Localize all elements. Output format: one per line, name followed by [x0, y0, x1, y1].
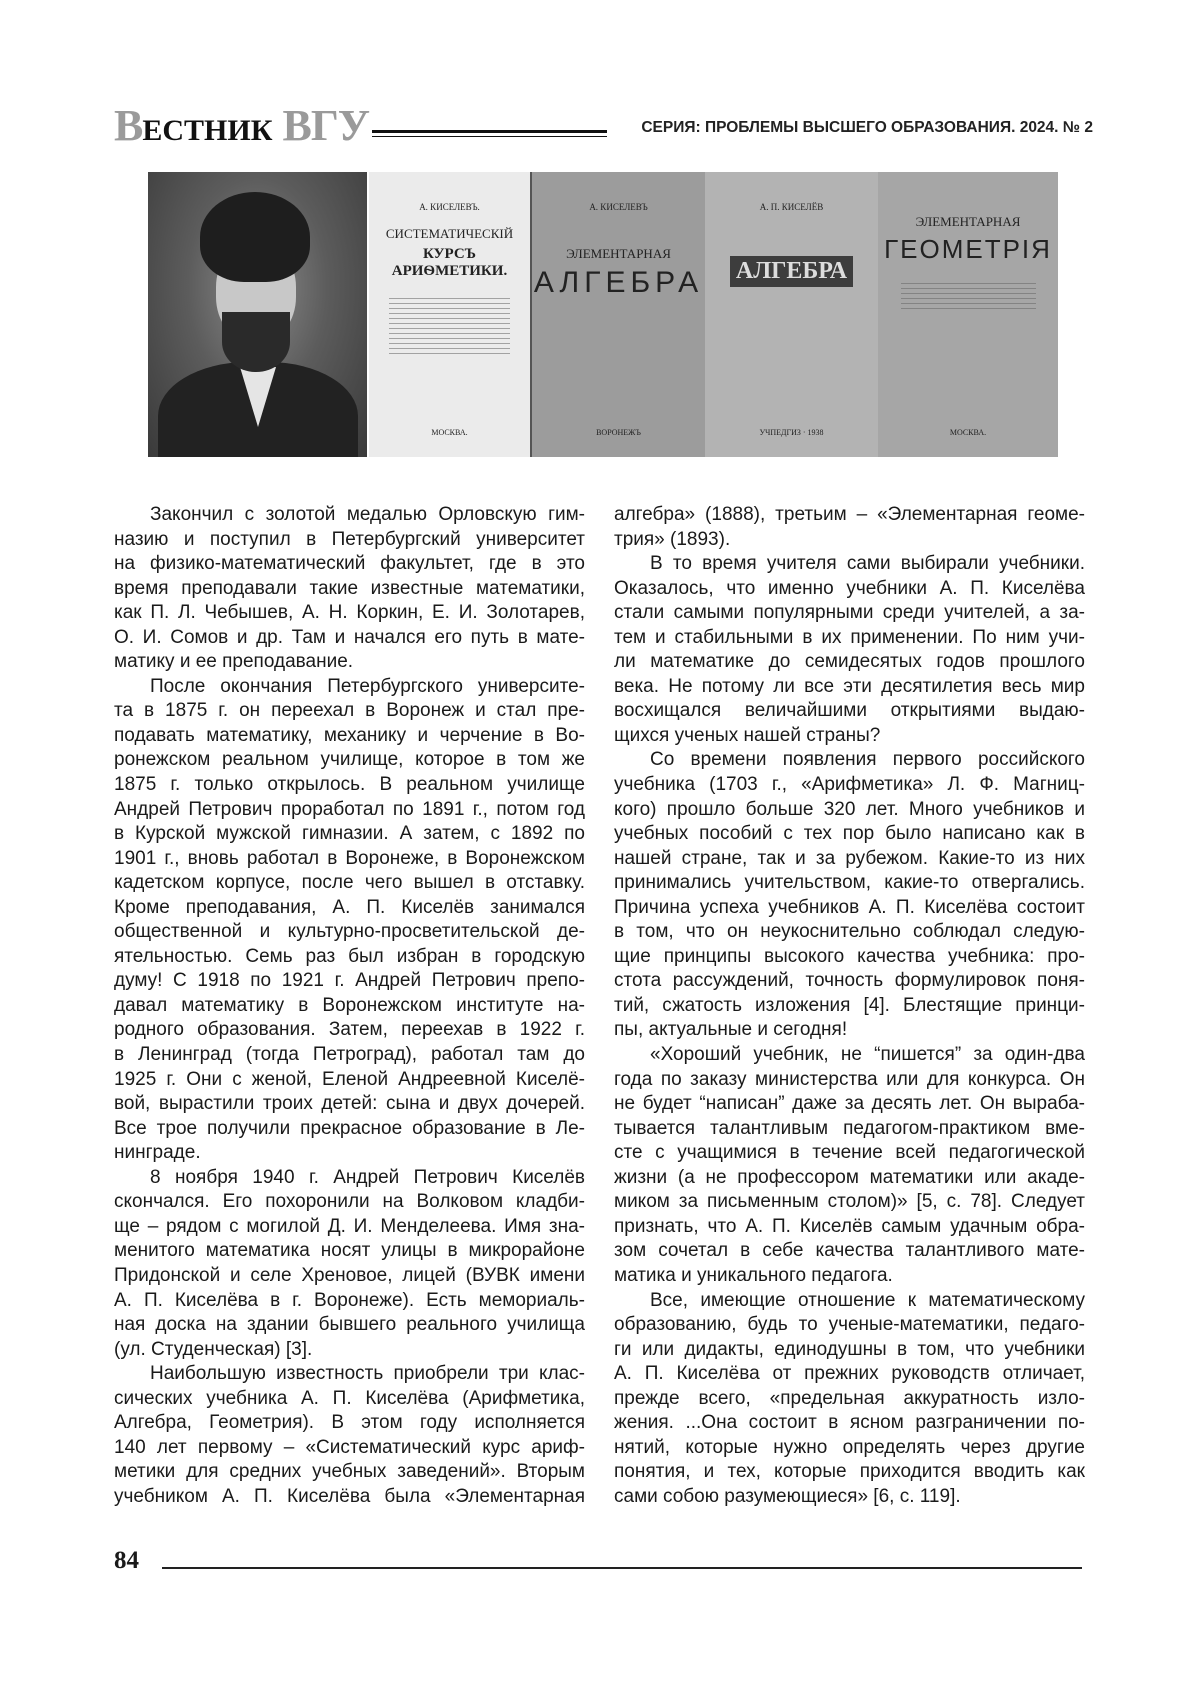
footer-rule — [162, 1567, 1082, 1569]
text-line: «Хороший учебник, не “пишется” за один-два — [614, 1043, 1085, 1068]
text-line: ная доска на здании бывшего реального училища — [114, 1313, 585, 1338]
text-line: Со времени появления первого российского — [614, 748, 1085, 773]
text-line: А. П. Киселёва в г. Воронеже). Есть мемориаль- — [114, 1289, 585, 1314]
text-line: учебником А. П. Киселёва была «Элементарная — [114, 1485, 585, 1510]
text-line: давал математику в Воронежском институте на- — [114, 994, 585, 1019]
text-line: ятельностью. Семь раз был избран в городскую — [114, 945, 585, 970]
text-line: алгебра» (1888), третьим – «Элементарная геоме- — [614, 503, 1085, 528]
text-line: родного образования. Затем, переехав в 1922 г. — [114, 1018, 585, 1043]
text-line: ронежском реальном училище, которое в том же — [114, 748, 585, 773]
text-line: трия» (1893). — [614, 528, 1085, 553]
text-line: жения. ...Она состоит в ясном разграничении по- — [614, 1411, 1085, 1436]
text-line: 1875 г. только открылось. В реальном училище — [114, 773, 585, 798]
text-line: ще – рядом с могилой Д. И. Менделеева. Имя зна- — [114, 1215, 585, 1240]
paragraph — [614, 503, 1085, 552]
text-line: Все трое получили прекрасное образование в Ле- — [114, 1117, 585, 1142]
text-line: Причина успеха учебников А. П. Киселёва состоит — [614, 896, 1085, 921]
text-line: века. Не потому ли все эти десятилетия весь мир — [614, 675, 1085, 700]
paragraph — [114, 675, 585, 1166]
text-line: время преподавали такие известные математики, — [114, 577, 585, 602]
text-line: учебника (1703 г., «Арифметика» Л. Ф. Магниц- — [614, 773, 1085, 798]
text-line: сических учебника А. П. Киселёва (Арифметика, — [114, 1387, 585, 1412]
text-line: учебных пособий с тех пор было написано как в — [614, 822, 1085, 847]
text-line: сами собою разумеющиеся» [6, с. 119]. — [614, 1485, 1085, 1510]
text-column-left — [114, 503, 585, 1509]
paragraph — [114, 1166, 585, 1362]
text-line: понятия, и тех, которые приходится вводить как — [614, 1460, 1085, 1485]
text-line: щие принципы высокого качества учебника: про- — [614, 945, 1085, 970]
text-line: 140 лет первому – «Систематический курс ариф- — [114, 1436, 585, 1461]
text-line: Андрей Петрович проработал по 1891 г., потом год — [114, 798, 585, 823]
text-line: думу! С 1918 по 1921 г. Андрей Петрович препо- — [114, 969, 585, 994]
text-line: стота рассуждений, точность формулировок поня- — [614, 969, 1085, 994]
text-line: 8 ноября 1940 г. Андрей Петрович Киселёв — [114, 1166, 585, 1191]
text-line: нятий, которые нужно определять через другие — [614, 1436, 1085, 1461]
text-line: вой, вырастили троих детей: сына и двух дочерей. — [114, 1092, 585, 1117]
text-line: тий, сжатость изложения [4]. Блестящие принци- — [614, 994, 1085, 1019]
text-line: Все, имеющие отношение к математическому — [614, 1289, 1085, 1314]
header-rule-thick — [372, 130, 607, 133]
text-line: нашей стране, так и за рубежом. Какие-то из них — [614, 847, 1085, 872]
text-line: Алгебра, Геометрия). В этом году исполняется — [114, 1411, 585, 1436]
text-line: общественной и культурно-просветительской де- — [114, 920, 585, 945]
text-line: восхищался величайшими открытиями выдаю- — [614, 699, 1085, 724]
journal-logo: ВЕСТНИК ВГУ — [114, 100, 369, 142]
text-line: в Курской мужской гимназии. А затем, с 1892 по — [114, 822, 585, 847]
text-line: не будет “написан” даже за десять лет. Он выраба- — [614, 1092, 1085, 1117]
text-line: года по заказу министерства или для конкурса. Он — [614, 1068, 1085, 1093]
series-title: СЕРИЯ: ПРОБЛЕМЫ ВЫСШЕГО ОБРАЗОВАНИЯ. 2024. № 2 — [641, 119, 1093, 137]
text-line: на физико-математический факультет, где в это — [114, 552, 585, 577]
text-line: Придонской и селе Хреновое, лицей (ВУВК имени — [114, 1264, 585, 1289]
page-number: 84 — [114, 1547, 139, 1575]
book-cover-algebra: А. КИСЕЛЕВЪ ЭЛЕМЕНТАРНАЯ АЛГЕБРА ВОРОНЕЖЪ — [530, 172, 705, 457]
text-line: пы, актуальные и сегодня! — [614, 1018, 1085, 1043]
text-line: (ул. Студенческая) [3]. — [114, 1338, 585, 1363]
text-line: миком за письменным столом)» [5, с. 78]. Следует — [614, 1190, 1085, 1215]
text-line: та в 1875 г. он переехал в Воронеж и стал пре- — [114, 699, 585, 724]
paragraph — [614, 552, 1085, 748]
text-line: менитого математика носят улицы в микрорайоне — [114, 1239, 585, 1264]
text-line: ли математике до семидесятых годов прошлого — [614, 650, 1085, 675]
text-line: О. И. Сомов и др. Там и начался его путь в мате- — [114, 626, 585, 651]
paragraph — [114, 503, 585, 675]
text-line: в том, что он неукоснительно соблюдал следую- — [614, 920, 1085, 945]
text-line: зом сочетал в себе качества талантливого мате- — [614, 1239, 1085, 1264]
text-line: тем и стабильными в их применении. По ним учи- — [614, 626, 1085, 651]
text-line: Закончил с золотой медалью Орловскую гим- — [114, 503, 585, 528]
paragraph — [614, 1043, 1085, 1288]
text-line: стали самыми популярными среди учителей, а за- — [614, 601, 1085, 626]
text-line: В то время учителя сами выбирали учебники. — [614, 552, 1085, 577]
text-line: как П. Л. Чебышев, А. Н. Коркин, Е. И. Золотарев, — [114, 601, 585, 626]
book-cover-algebra-uchpedgiz: А. П. КИСЕЛЁВ АЛГЕБРА УЧПЕДГИЗ · 1938 — [705, 172, 878, 457]
text-line: в Ленинград (тогда Петроград), работал там до — [114, 1043, 585, 1068]
text-line: После окончания Петербургского университе- — [114, 675, 585, 700]
text-line: матика и уникального педагога. — [614, 1264, 1085, 1289]
text-line: 1901 г., вновь работал в Воронеже, в Воронежском — [114, 847, 585, 872]
book-cover-geometry: ЭЛЕМЕНТАРНАЯ ГЕОМЕТРІЯ МОСКВА. — [878, 172, 1058, 457]
text-line: нинграде. — [114, 1141, 585, 1166]
text-line: образованию, будь то ученые-математики, педаго- — [614, 1313, 1085, 1338]
text-line: скончался. Его похоронили на Волковом кладби- — [114, 1190, 585, 1215]
text-line: назию и поступил в Петербургский университет — [114, 528, 585, 553]
paragraph — [614, 1289, 1085, 1510]
text-line: матику и ее преподавание. — [114, 650, 585, 675]
text-line: 1925 г. Они с женой, Еленой Андреевной Киселё- — [114, 1068, 585, 1093]
book-cover-arithmetic: А. КИСЕЛЕВЪ. СИСТЕМАТИЧЕСКІЙ КУРСЪ АРИѲМЕТИКИ. МОСКВА. — [369, 172, 530, 457]
paragraph — [114, 1362, 585, 1509]
text-line: Оказалось, что именно учебники А. П. Киселёва — [614, 577, 1085, 602]
text-line: ги или дидакты, единодушны в том, что учебники — [614, 1338, 1085, 1363]
text-line: сте с учащимися в течение всей педагогической — [614, 1141, 1085, 1166]
text-line: прежде всего, «предельная аккуратность изло- — [614, 1387, 1085, 1412]
header-rule-thin — [372, 136, 607, 137]
text-line: жизни (а не профессором математики или акаде- — [614, 1166, 1085, 1191]
paragraph — [614, 748, 1085, 1043]
text-line: щихся ученых нашей страны? — [614, 724, 1085, 749]
text-line: А. П. Киселёва от прежних руководств отличает, — [614, 1362, 1085, 1387]
text-line: подавать математику, механику и черчение в Во- — [114, 724, 585, 749]
text-line: метики для средних учебных заведений». Вторым — [114, 1460, 585, 1485]
text-line: Наибольшую известность приобрели три клас- — [114, 1362, 585, 1387]
text-line: признать, что А. П. Киселёв самым удачным обра- — [614, 1215, 1085, 1240]
text-line: кадетском корпусе, после чего вышел в отставку. — [114, 871, 585, 896]
text-line: кого) прошло больше 320 лет. Много учебников и — [614, 798, 1085, 823]
text-line: тывается талантливым педагогом-практиком вме- — [614, 1117, 1085, 1142]
portrait-photo — [148, 172, 367, 457]
text-column-right — [614, 503, 1085, 1509]
text-line: Кроме преподавания, А. П. Киселёв занимался — [114, 896, 585, 921]
text-line: принимались учительством, какие-то отвергались. — [614, 871, 1085, 896]
